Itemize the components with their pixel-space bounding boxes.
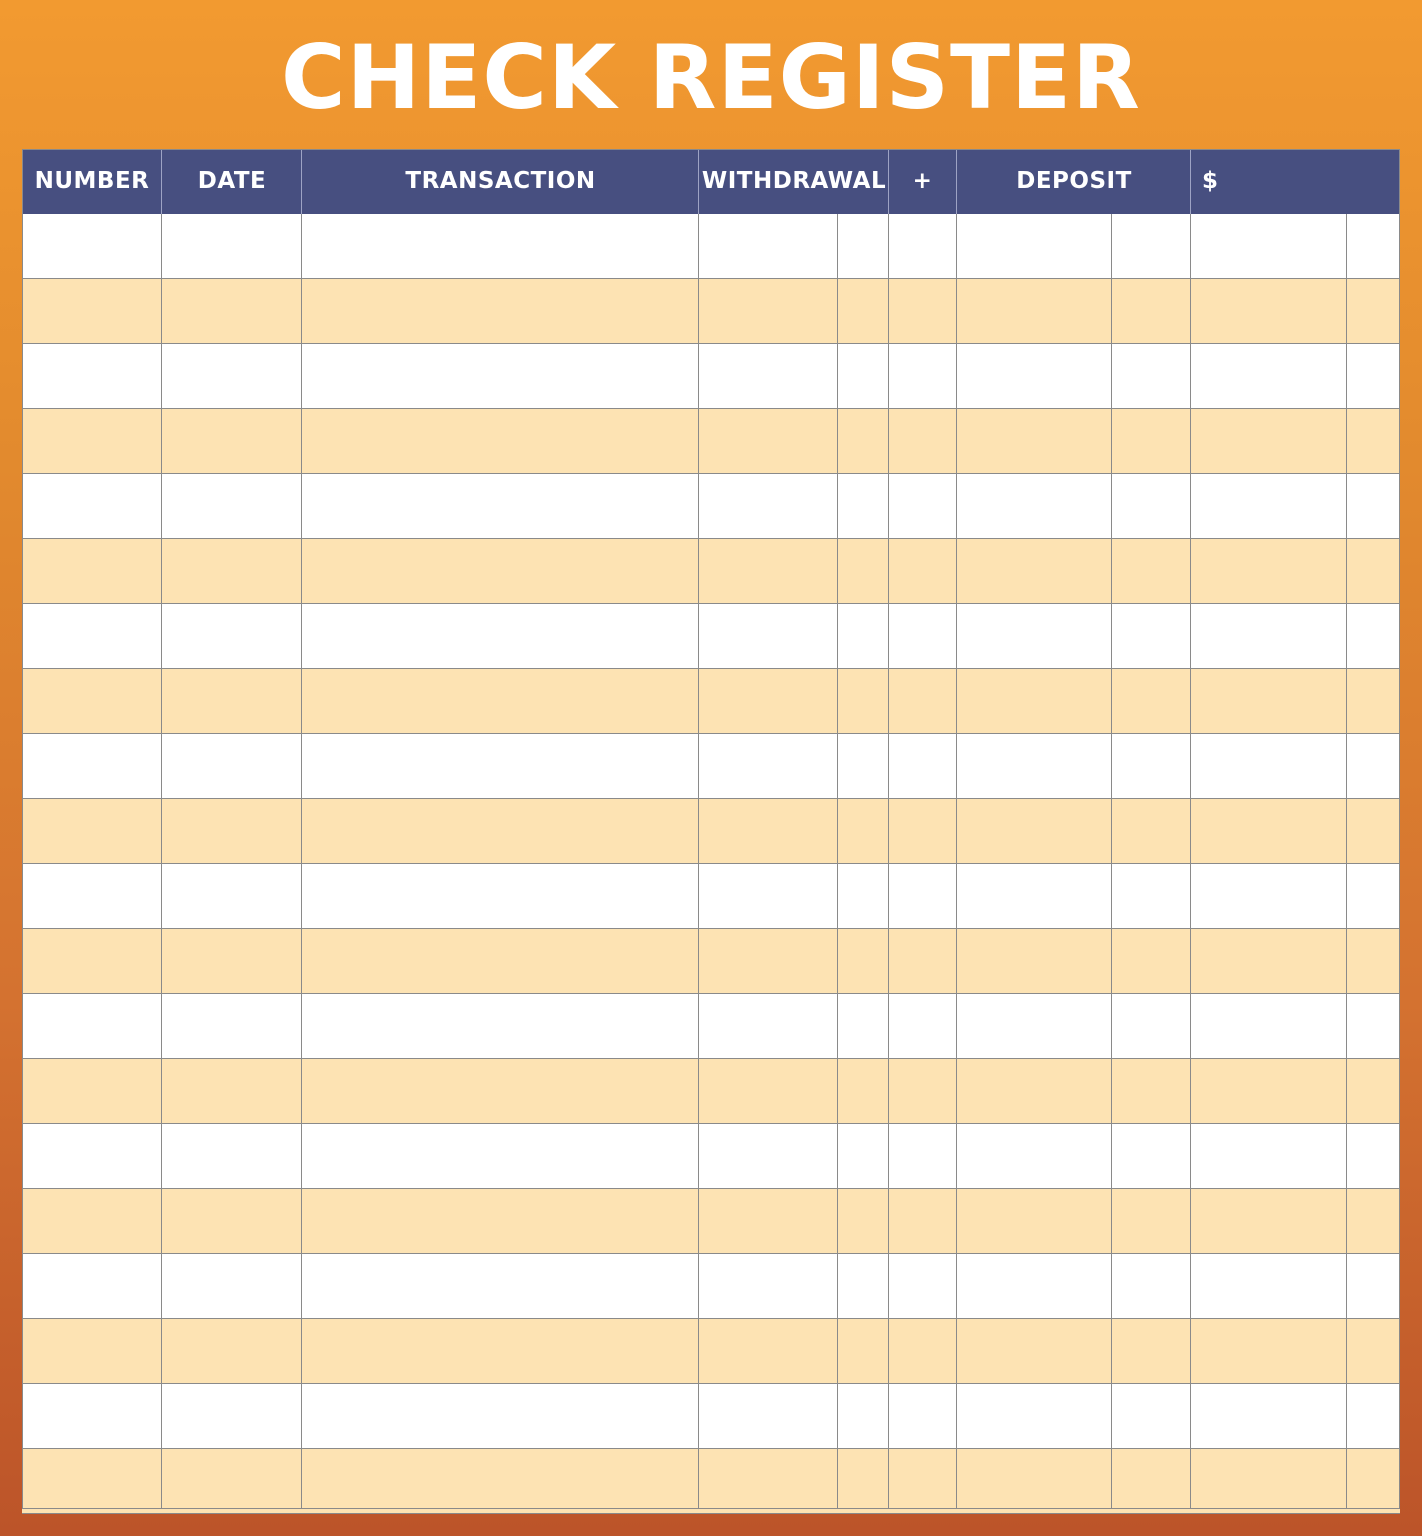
table-row[interactable] <box>22 1319 1400 1384</box>
column-divider <box>1190 214 1191 1509</box>
column-divider <box>956 214 957 1509</box>
table-row[interactable] <box>22 1059 1400 1124</box>
column-header-balance: $ <box>1202 168 1219 194</box>
table-row[interactable] <box>22 929 1400 994</box>
column-divider <box>888 214 889 1509</box>
table-row[interactable] <box>22 1124 1400 1189</box>
table-row[interactable] <box>22 344 1400 409</box>
table-row[interactable] <box>22 1189 1400 1254</box>
table-row[interactable] <box>22 799 1400 864</box>
header-divider <box>1190 149 1191 214</box>
column-header-plus: + <box>912 168 933 194</box>
table-row[interactable] <box>22 734 1400 799</box>
column-divider <box>161 214 162 1509</box>
check-register-table <box>22 149 1400 1509</box>
table-header <box>22 149 1400 214</box>
column-divider <box>1111 214 1112 1509</box>
table-row[interactable] <box>22 994 1400 1059</box>
table-row[interactable] <box>22 1254 1400 1319</box>
column-divider <box>1346 214 1347 1509</box>
page-title: CHECK REGISTER <box>281 26 1141 129</box>
table-row[interactable] <box>22 539 1400 604</box>
column-header-transaction: TRANSACTION <box>405 168 596 194</box>
table-row[interactable] <box>22 1449 1400 1514</box>
table-row[interactable] <box>22 279 1400 344</box>
table-row[interactable] <box>22 214 1400 279</box>
table-row[interactable] <box>22 474 1400 539</box>
column-divider <box>698 214 699 1509</box>
column-header-date: DATE <box>197 168 267 194</box>
column-divider <box>837 214 838 1509</box>
table-row[interactable] <box>22 409 1400 474</box>
table-row[interactable] <box>22 669 1400 734</box>
table-row[interactable] <box>22 604 1400 669</box>
column-header-number: NUMBER <box>34 168 150 194</box>
table-row[interactable] <box>22 1384 1400 1449</box>
column-header-withdrawal: WITHDRAWAL <box>701 168 887 194</box>
column-divider <box>301 214 302 1509</box>
table-row[interactable] <box>22 864 1400 929</box>
column-header-deposit: DEPOSIT <box>1016 168 1132 194</box>
